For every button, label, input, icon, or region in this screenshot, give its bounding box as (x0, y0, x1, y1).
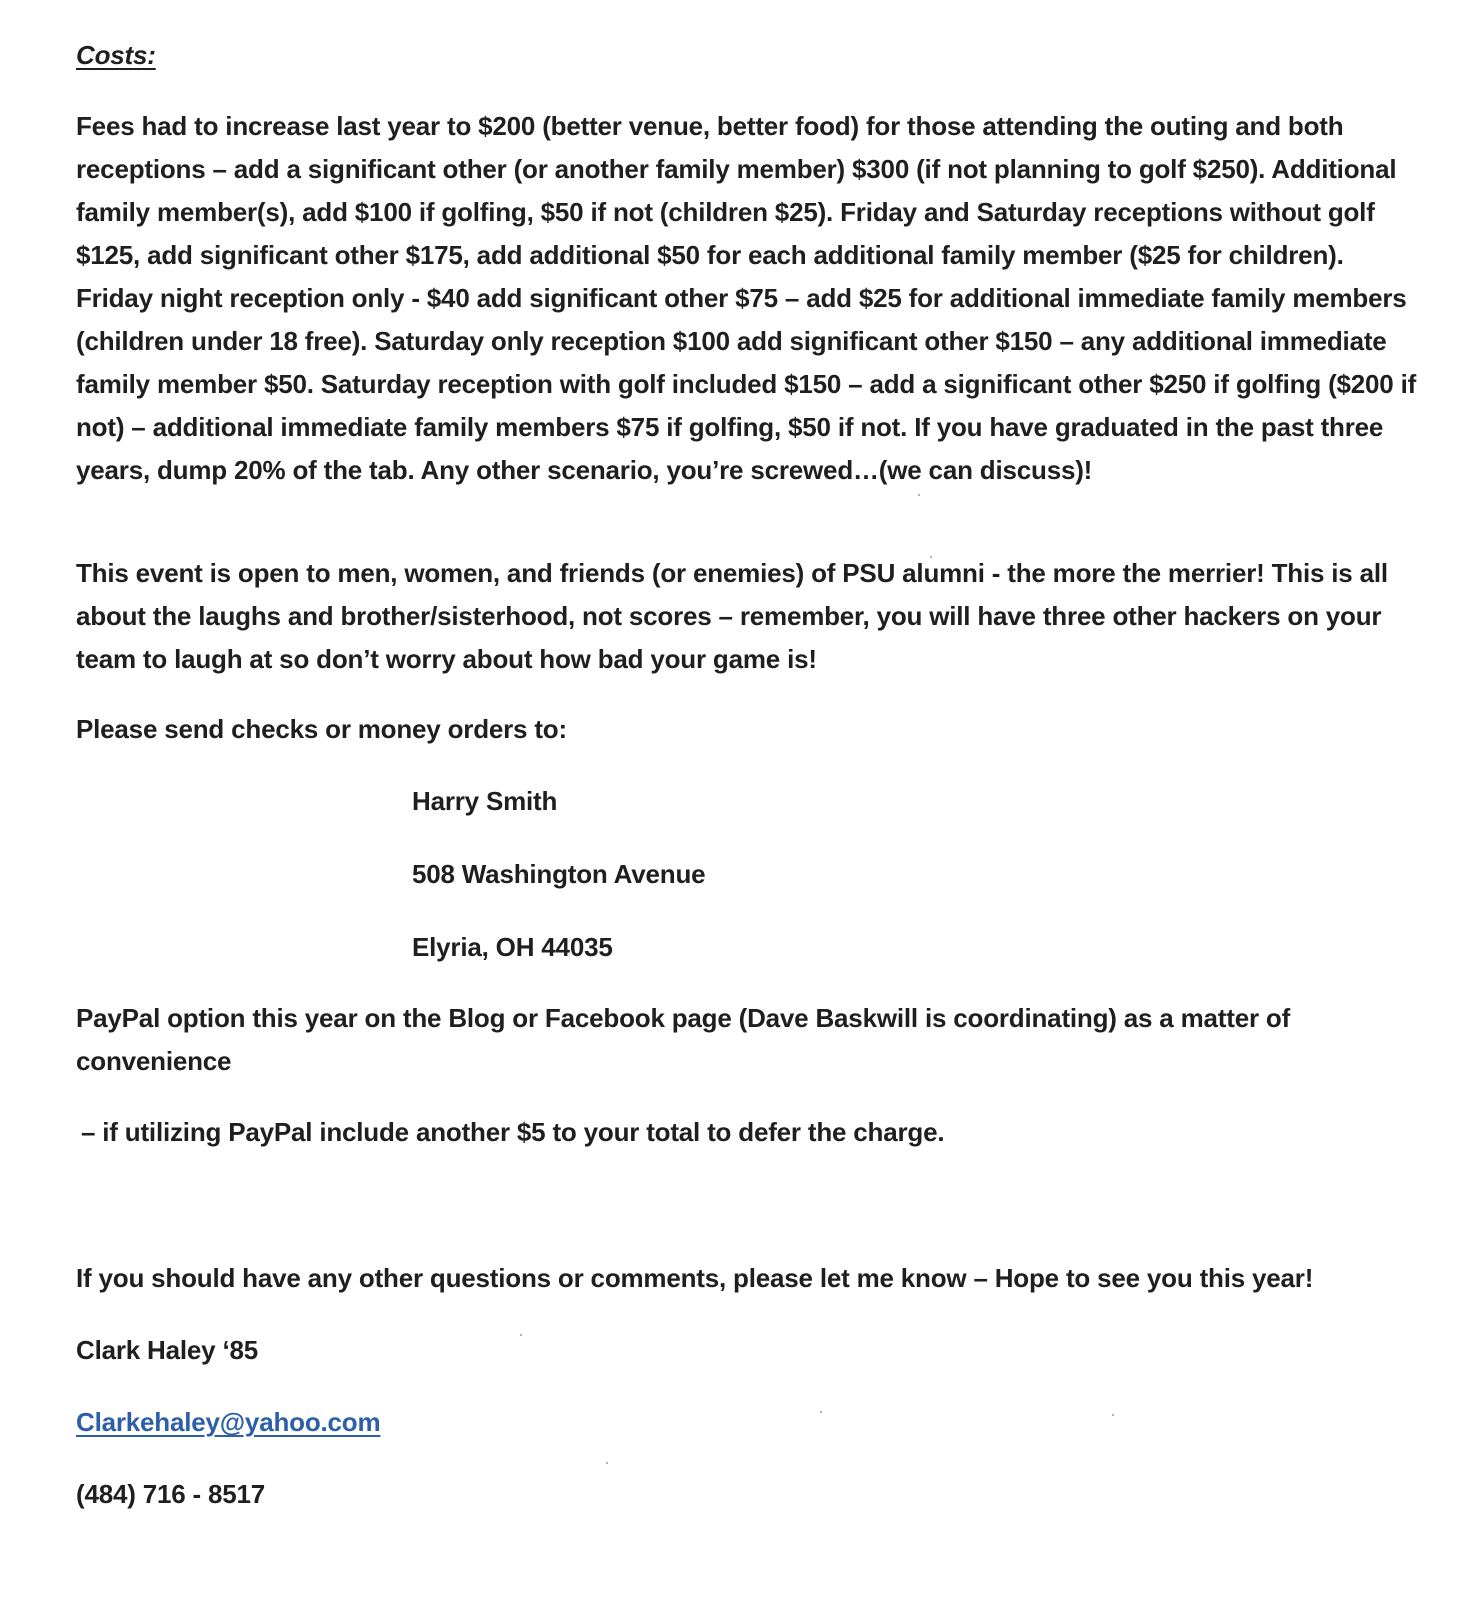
scan-speck (820, 1411, 822, 1413)
address-city-state-zip: Elyria, OH 44035 (412, 932, 613, 962)
scan-speck (520, 1334, 522, 1336)
scan-speck (606, 1462, 608, 1464)
phone-number: (484) 716 - 8517 (76, 1479, 266, 1509)
paypal-fee-note: – if utilizing PayPal include another $5 to your total to defer the charge. (81, 1117, 945, 1147)
event-paragraph: This event is open to men, women, and friends (or enemies) of PSU alumni - the more the merrier! This is all about the laughs and brother/sisterhood, not scores – remember, you will have three other hackers on your team to laugh at so don’t worry about how bad your game is! (76, 558, 1388, 674)
address-name: Harry Smith (412, 786, 558, 816)
scan-speck (930, 556, 932, 558)
closing-line: If you should have any other questions or comments, please let me know – Hope to see you this year! (76, 1263, 1314, 1293)
signature-name: Clark Haley ‘85 (76, 1335, 259, 1365)
scan-speck (1112, 1414, 1114, 1416)
address-street: 508 Washington Avenue (412, 859, 706, 889)
paypal-note: PayPal option this year on the Blog or Facebook page (Dave Baskwill is coordinating) as a matter of convenience (76, 1003, 1291, 1076)
email-link[interactable]: Clarkehaley@yahoo.com (76, 1407, 381, 1437)
scan-speck (918, 494, 920, 496)
fees-paragraph: Fees had to increase last year to $200 (better venue, better food) for those attending the outing and both receptions – add a significant other (or another family member) $300 (if not planning to golf $250). Additional family member(s), add $100 if golfing, $50 if not (children $25). Friday and Saturday receptions without golf $125, add significant other $175, add additional $50 for each additional family member ($25 for children). Friday night reception only - $40 add significant other $75 – add $25 for additional immediate family members (children under 18 free). Saturday only reception $100 add significant other $150 – any additional immediate family member $50. Saturday reception with golf included $150 – add a significant other $250 if golfing ($200 if not) – additional immediate family members $75 if golfing, $50 if not. If you have graduated in the past three years, dump 20% of the tab. Any other scenario, you’re screwed…(we can discuss)! (76, 111, 1417, 485)
send-instruction: Please send checks or money orders to: (76, 714, 567, 744)
costs-heading: Costs: (76, 40, 156, 70)
